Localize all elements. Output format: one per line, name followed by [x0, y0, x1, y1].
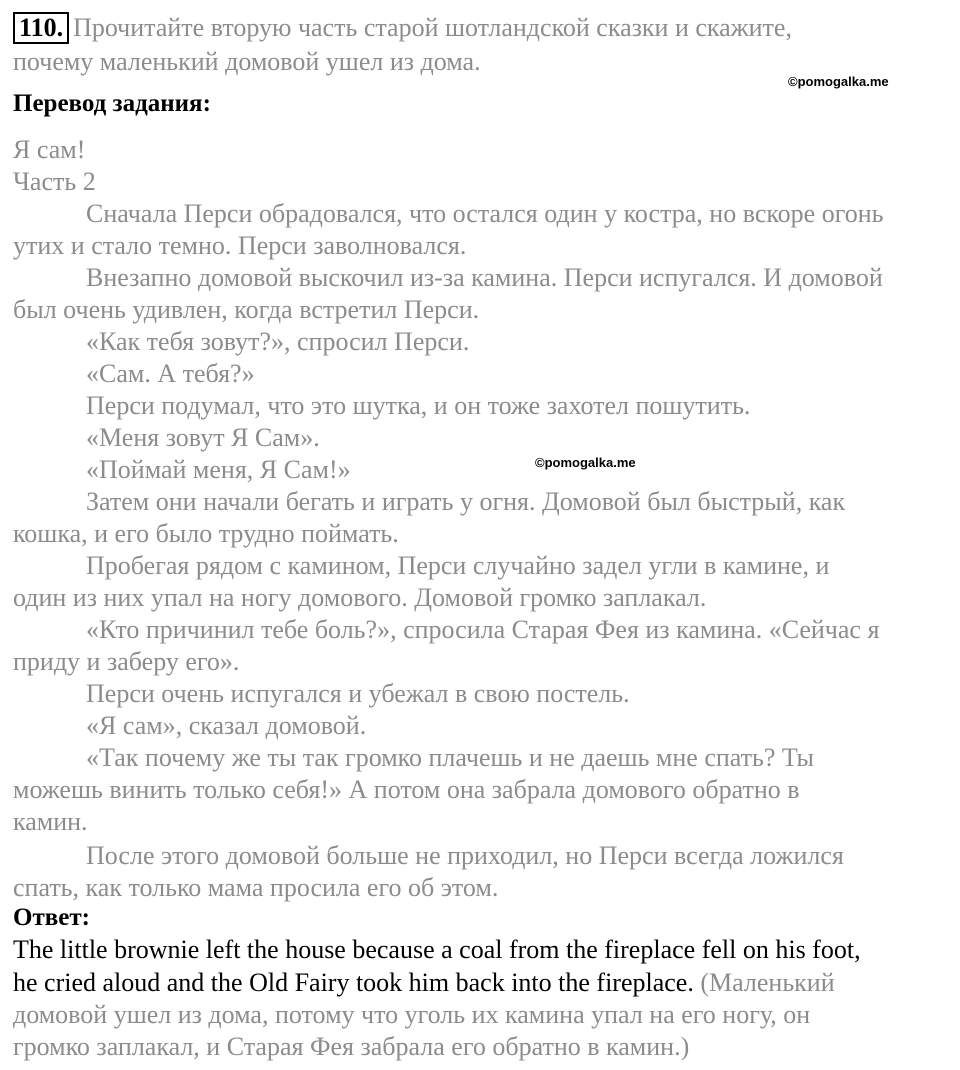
story-line: был очень удивлен, когда встретил Перси. [13, 295, 480, 324]
task-text-1: Прочитайте вторую часть старой шотландской сказки и скажите, [73, 13, 792, 42]
answer-line-3: домовой ушел из дома, потому что уголь их камина упал на его ногу, он [13, 1000, 811, 1029]
watermark: ©pomogalka.me [788, 74, 889, 89]
story-line: «Меня зовут Я Сам». [86, 423, 320, 452]
story-title: Я сам! [13, 135, 86, 164]
watermark: ©pomogalka.me [535, 455, 636, 470]
story-line: Затем они начали бегать и играть у огня. Домовой был быстрый, как [86, 487, 846, 516]
story-line: «Как тебя зовут?», спросил Перси. [86, 327, 470, 356]
story-line: Перси очень испугался и убежал в свою постель. [86, 679, 630, 708]
story-line: приду и заберу его». [13, 647, 240, 676]
answer-line-2-english: he cried aloud and the Old Fairy took him back into the fireplace. [13, 968, 694, 997]
story-line: один из них упал на ногу домового. Домовой громко заплакал. [13, 583, 707, 612]
answer-line-1: The little brownie left the house because a coal from the fireplace fell on his foot, [13, 935, 861, 964]
answer-line-2-russian: (Маленький [693, 968, 835, 997]
story-line: После этого домовой больше не приходил, но Перси всегда ложился [86, 841, 844, 870]
answer-line-2 [13, 967, 835, 999]
task-line-2: почему маленький домовой ушел из дома. [13, 47, 481, 76]
story-line: камин. [13, 807, 88, 836]
story-line: Внезапно домовой выскочил из-за камина. Перси испугался. И домовой [86, 263, 883, 292]
story-line: «Кто причинил тебе боль?», спросила Старая Фея из камина. «Сейчас я [86, 615, 880, 644]
task-line-1 [13, 12, 792, 44]
translation-heading: Перевод задания: [13, 90, 211, 117]
task-number: 110. [13, 12, 69, 44]
story-line: «Я сам», сказал домовой. [86, 711, 367, 740]
story-line: «Сам. А тебя?» [86, 359, 255, 388]
story-line: «Так почему же ты так громко плачешь и не даешь мне спать? Ты [86, 743, 814, 772]
story-line: Пробегая рядом с камином, Перси случайно задел угли в камине, и [86, 551, 830, 580]
story-line: Перси подумал, что это шутка, и он тоже захотел пошутить. [86, 391, 751, 420]
story-line: «Поймай меня, Я Сам!» [86, 455, 351, 484]
story-line: Сначала Перси обрадовался, что остался один у костра, но вскоре огонь [86, 199, 884, 228]
story-part: Часть 2 [13, 167, 96, 196]
story-line: спать, как только мама просила его об этом. [13, 873, 499, 902]
answer-line-4: громко заплакал, и Старая Фея забрала его обратно в камин.) [13, 1032, 690, 1061]
story-line: кошка, и его было трудно поймать. [13, 519, 399, 548]
story-line: утих и стало темно. Перси заволновался. [13, 231, 467, 260]
answer-heading: Ответ: [13, 904, 90, 931]
story-line: можешь винить только себя!» А потом она забрала домового обратно в [13, 775, 800, 804]
